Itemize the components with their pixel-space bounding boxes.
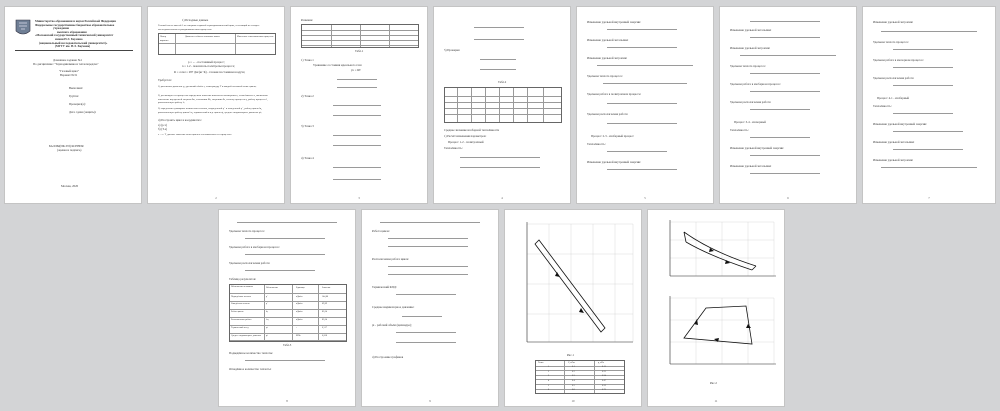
table-cell: 0.72	[602, 389, 606, 392]
page-number: 11	[714, 399, 718, 403]
formula	[597, 65, 693, 66]
table-cell: 4	[548, 379, 550, 382]
table-caption: Табл.1	[355, 49, 364, 53]
table-cell: 0.1	[572, 366, 575, 369]
table-caption: Табл.3	[283, 343, 292, 347]
table-header: Давление и объем в основных точках	[185, 36, 220, 38]
text-line: б) (T-s)	[158, 127, 167, 131]
page-number: 2	[215, 196, 217, 200]
table-header: Точка	[538, 361, 544, 364]
figure-caption: Рис.2	[710, 381, 717, 385]
item-line: 5) Проверка:	[444, 48, 461, 52]
table-cell: 144,66	[322, 295, 329, 298]
table-rule	[536, 389, 624, 390]
item-line: Изменение удельной энтальпии:	[730, 28, 772, 32]
table-cell: 0.59	[602, 384, 606, 387]
item-line: 1) Точка 1	[301, 58, 314, 62]
item-line: Среднее индикаторное давление:	[372, 305, 415, 309]
field-performed: Выполнил:	[69, 86, 84, 90]
formula	[603, 83, 687, 84]
table-cell: Располагаемая работа	[231, 318, 252, 321]
text-line: s = s - T, данные значения точек цикла в составляемых его процессах	[158, 133, 232, 136]
table-cell: Работа цикла	[231, 311, 244, 314]
formula	[607, 29, 677, 30]
table-cell: q⁻	[266, 303, 269, 306]
ts-diagram-bottom	[648, 294, 785, 374]
item-line: 3) Точка 3	[301, 124, 314, 128]
table-rule	[543, 88, 544, 122]
table-rule	[536, 370, 624, 371]
work-title: Домашнее задание №1	[53, 58, 83, 62]
table-header: V, м³/кг	[568, 361, 575, 364]
ts-diagram-top	[648, 216, 785, 286]
item-line: Таблица результатов:	[229, 277, 257, 281]
formula	[245, 270, 315, 271]
discipline: По дисциплине: "Термодинамика и теплопередача"	[33, 61, 99, 66]
page-10-pv-diagram	[504, 209, 642, 407]
formula	[388, 246, 468, 247]
item-line: Уравнение состояния идеального газа:	[313, 63, 363, 67]
table-rule	[292, 285, 293, 341]
item-line: pv = RT	[351, 68, 361, 72]
grade-line: БАЛЛЫ(ИК-ТИ) КСЕНИЯ	[49, 144, 84, 148]
formula	[245, 360, 325, 361]
formula	[607, 47, 677, 48]
table-cell: ηt	[266, 326, 268, 329]
institution-line: Министерство образования и науки Российской Федерации	[35, 19, 116, 23]
table-rule	[318, 285, 319, 341]
item-line: Удельная теплота процесса:	[229, 229, 265, 233]
table-cell: кДж/кг	[296, 303, 303, 306]
item-line: 2) Точка 2	[301, 94, 314, 98]
table-cell: кДж/кг	[296, 311, 303, 314]
formula	[607, 103, 677, 104]
university-logo-icon	[15, 19, 31, 38]
item-line: Среднее значение изобарной теплоёмкости	[444, 128, 500, 132]
item-line: Изменение удельной энтальпии:	[873, 140, 915, 144]
item-line: Удельная располагаемая работа:	[229, 261, 271, 265]
table-header: Единицы	[296, 287, 305, 289]
field-group: Группа:	[69, 94, 79, 98]
table-cell: 69,89	[322, 303, 327, 306]
item-line: Процесс 2-3 - изобарный процесс	[591, 134, 634, 138]
table-cell: q⁺	[266, 295, 269, 298]
table-header: Обозначение величины	[231, 286, 253, 288]
table-rule	[331, 25, 332, 47]
table-rule	[159, 43, 275, 44]
formula	[474, 39, 524, 40]
table-rule	[230, 293, 346, 294]
table-rule	[536, 366, 624, 367]
table-cell: 0,517	[322, 326, 327, 329]
item-line: Отведённое количество теплоты:	[229, 367, 272, 371]
table-cell: 0.11	[602, 366, 606, 369]
table-rule	[536, 375, 624, 376]
formula	[333, 179, 381, 180]
item-line: Теплоёмкость:	[730, 128, 749, 132]
formula	[474, 27, 524, 28]
institution-line: Федеральное государственное бюджетное образовательное	[35, 22, 115, 27]
formula	[402, 316, 442, 317]
table-cell: 0,008	[322, 334, 327, 337]
item-line: Изменение удельной энтропии:	[873, 158, 914, 162]
table-rule	[564, 361, 565, 393]
table-cell: МПа	[296, 334, 301, 337]
table-cell: -	[296, 326, 297, 329]
page-5-process-1-2	[576, 6, 714, 204]
item-line: pi - рабочий объём (цилиндра);	[372, 323, 412, 327]
formula	[750, 37, 820, 38]
table-caption: Табл.2	[498, 80, 507, 84]
table-rule	[485, 88, 486, 122]
formula	[893, 49, 953, 50]
table-rule	[230, 333, 346, 334]
variant: Вариант №31	[60, 72, 78, 77]
page-9-cycle	[361, 209, 499, 407]
institution-line: (МГТУ им. Н.Э. Баумана)	[55, 44, 91, 49]
table-rule	[499, 88, 500, 122]
table-rule	[457, 88, 458, 122]
table-header: Номер варианта	[160, 36, 169, 42]
formula	[750, 109, 810, 110]
item-line: Изменение удельной энтальпии:	[730, 164, 772, 168]
text-line: Требуется:	[158, 78, 172, 82]
formula	[750, 137, 810, 138]
table-rule	[527, 88, 528, 122]
institution-line: высшего образования	[57, 29, 87, 34]
table-header: Обозначение	[266, 287, 279, 289]
table-rule	[536, 384, 624, 385]
item-line: Располагаемая работа цикла:	[372, 257, 410, 261]
table-rule	[471, 88, 472, 122]
item-line: Удельная работа в политропном процессе:	[587, 92, 642, 96]
table-cell: 0.47	[602, 379, 606, 382]
formula	[388, 266, 468, 267]
formula	[396, 342, 456, 343]
institution-line: «Московский государственный технический университет	[35, 33, 114, 38]
item-line: Процесс 4-1 - изобарный	[877, 96, 909, 100]
formula	[245, 238, 325, 239]
page-number: 6	[787, 196, 789, 200]
table-rule	[175, 34, 176, 54]
formula	[333, 167, 381, 168]
item-line: Удельная теплота процесса:	[730, 64, 766, 68]
item-line: Теплоёмкость:	[873, 104, 892, 108]
formula	[881, 167, 977, 168]
table-cell: 0.4	[572, 379, 575, 382]
table-cell: 0.3	[572, 375, 575, 378]
page-number: 9	[429, 399, 431, 403]
formula	[750, 173, 820, 174]
institution-line: имени Н.Э. Баумана	[55, 37, 83, 41]
section-heading: Решение:	[301, 18, 313, 22]
item-line: Теплоёмкость:	[444, 146, 463, 150]
item-line: Изменение удельной внутренней энергии:	[587, 160, 641, 164]
points-table	[535, 360, 625, 394]
formula	[333, 105, 381, 106]
section-heading: 1) Исходные данные	[182, 18, 209, 22]
item-line: 4) Точка 4	[301, 156, 314, 160]
table-cell: pi	[266, 334, 268, 337]
table-cell: кДж/кг	[296, 318, 303, 321]
item-line: Удельная располагаемая работа:	[587, 112, 629, 116]
formula	[460, 157, 540, 158]
text-line: R = const = 287 Дж/(кг·К) - газовая постоянная воздуха;	[174, 70, 246, 74]
item-line: 4) Построение графиков	[372, 355, 404, 359]
formula	[245, 254, 325, 255]
formula	[893, 67, 953, 68]
table-cell: lц	[266, 311, 268, 314]
page-3-solution	[290, 6, 428, 204]
item-line: Удельная теплота процесса:	[873, 40, 909, 44]
page-2-source-data	[147, 6, 285, 204]
formula	[750, 21, 820, 22]
item-line: Удельная теплота процесса:	[587, 74, 623, 78]
page-1-title	[4, 6, 142, 204]
item-line: Процесс 3-4 - изохорный	[734, 120, 766, 124]
field-date: Дата сдачи (защиты):	[69, 110, 97, 114]
table-cell: Среднее индикаторное давление	[231, 334, 262, 337]
item-line: Удельная располагаемая работа:	[873, 76, 915, 80]
pv-diagram	[505, 214, 642, 354]
item-line: Удельная работа в изобарном процессе:	[229, 245, 280, 249]
item-line: Удельная работа в изобарном процессе:	[730, 82, 781, 86]
formula	[337, 79, 377, 80]
page-number: 4	[501, 196, 503, 200]
formula	[333, 145, 381, 146]
item-line: Термический КПД:	[372, 285, 397, 289]
formula	[337, 87, 377, 88]
table-cell: 0.6	[572, 389, 575, 392]
formula	[237, 222, 337, 223]
formula	[396, 332, 456, 333]
table-rule	[230, 325, 346, 326]
page-6-process-2-3	[719, 6, 857, 204]
table-cell: 2	[548, 370, 550, 373]
item-line: Изменение удельной внутренней энергии:	[587, 20, 641, 24]
table-rule	[230, 340, 346, 341]
formula	[333, 115, 381, 116]
institution-line: (национальный исследовательский университет)»	[39, 40, 108, 45]
source-data-table	[158, 33, 276, 55]
table-rule	[230, 309, 346, 310]
page-number: 8	[286, 399, 288, 403]
table-cell: 6	[548, 389, 550, 392]
item-line: Изменение удельной внутренней энергии:	[873, 122, 927, 126]
page-4-check	[433, 6, 571, 204]
formula	[460, 167, 540, 168]
page-number: 5	[644, 196, 646, 200]
text-line: 3) определить суммарные количества теплоты, подведенной q⁺ и отведенной q⁻, работу цикла lц, располагаемую работу цикла lₒц, термический к.п.д. цикла ηt, среднее индикаторное давление pi;	[158, 107, 262, 114]
table-cell: 0.2	[572, 370, 575, 373]
text-line: p = ... - постоянный процесс;	[188, 60, 225, 64]
page-11-ts-diagrams	[647, 209, 785, 407]
formula	[881, 31, 977, 32]
city-year: Москва, 2020	[61, 184, 79, 188]
text-line: 4) Построить цикл в координатах:	[158, 118, 202, 122]
item-line: Изменение удельной внутренней энергии:	[730, 146, 784, 150]
page-number: 10	[571, 399, 575, 403]
formula	[740, 55, 836, 56]
grade-caption: (оценка и подпись)	[57, 147, 82, 152]
text-line: n = 1.2 - показатель политропы процесса;	[182, 64, 235, 68]
text-line: а) (p-v)	[158, 123, 168, 127]
table-cell: 0.22	[602, 370, 606, 373]
formula	[396, 294, 456, 295]
results-table	[229, 284, 347, 342]
page-number: 3	[358, 196, 360, 200]
table-rule	[594, 361, 595, 393]
formula	[750, 155, 820, 156]
formula	[607, 151, 667, 152]
text-line: 2) для каждого из процессов определить значения показателя политропы n, теплоёмкость c, вычислить изменение внутренней энергии Δu, энтальпии Δh, энтропии Δs, теплоту процесса q, работу процесса l, располагаемую работу lₒ;	[158, 94, 268, 105]
table-rule	[264, 285, 265, 341]
table-cell: 83,04	[322, 318, 327, 321]
formula	[333, 135, 381, 136]
table-cell: 1	[548, 366, 550, 369]
table-cell: Отведённая теплота	[231, 303, 250, 306]
table-cell: 83,04	[322, 311, 327, 314]
topic: "Газовый цикл"	[59, 69, 80, 73]
formula	[893, 149, 963, 150]
item-line: Процесс 1-2 - политропный	[448, 140, 484, 144]
formula	[893, 113, 953, 114]
item-line: Изменение удельной энтропии:	[730, 46, 771, 50]
formula	[750, 73, 820, 74]
intro-text: Газовой смесь массой 1 кг совершает прямой термодинамический цикл, состоящий из четырех последовательных термодинамических процессов	[158, 24, 260, 31]
page-8-results	[218, 209, 356, 407]
formula	[480, 59, 516, 60]
item-line: Работа цикла:	[372, 229, 390, 233]
table-rule	[360, 25, 361, 47]
table-cell: Подведённая теплота	[231, 295, 251, 298]
formula	[607, 123, 677, 124]
header-rule	[15, 50, 133, 51]
formula	[750, 91, 820, 92]
item-line: 1) Расчёт изменения параметров:	[444, 134, 487, 138]
formula	[893, 131, 963, 132]
formula	[480, 69, 516, 70]
table-header: Значение	[322, 287, 331, 289]
item-line: Изменение удельной энтальпии:	[587, 38, 629, 42]
item-line: Изменение удельной энтропии:	[587, 56, 628, 60]
table-2	[444, 87, 562, 123]
table-1	[301, 24, 419, 48]
formula	[380, 222, 480, 223]
page-7-process-3-4	[862, 6, 996, 204]
item-line: Удельная располагаемая работа:	[730, 100, 772, 104]
table-cell: lₒц	[266, 318, 269, 321]
formula	[607, 169, 677, 170]
table-cell: Термический к.п.д.	[231, 326, 249, 329]
table-cell: 3	[548, 375, 550, 378]
table-cell: 0.34	[602, 375, 606, 378]
institution-line: учреждение	[53, 26, 70, 31]
table-header: p, кПа	[598, 361, 604, 364]
table-cell: 5	[548, 384, 550, 387]
item-line: Изменение удельной энтропии:	[873, 20, 914, 24]
table-cell: 0.5	[572, 384, 575, 387]
field-checked: Проверил(а):	[69, 102, 86, 106]
figure-caption: Рис.1	[567, 353, 574, 357]
table-rule	[235, 34, 236, 54]
item-line: Удельная работа в изохорном процессе:	[873, 58, 924, 62]
table-rule	[536, 379, 624, 380]
table-header: Изменение сопоставляемых процессов	[237, 36, 274, 38]
table-rule	[389, 25, 390, 47]
formula	[893, 85, 953, 86]
item-line: Теплоёмкость:	[587, 142, 606, 146]
text-line: 1) рассчитать давление p, удельный объём v, температуру T в каждой основной точке цикла;	[158, 85, 257, 88]
page-number: 7	[928, 196, 930, 200]
formula	[388, 238, 468, 239]
table-rule	[513, 88, 514, 122]
table-rule	[230, 317, 346, 318]
formula	[388, 274, 468, 275]
table-cell: кДж/кг	[296, 295, 303, 298]
item-line: Подведённое количество теплоты:	[229, 351, 273, 355]
